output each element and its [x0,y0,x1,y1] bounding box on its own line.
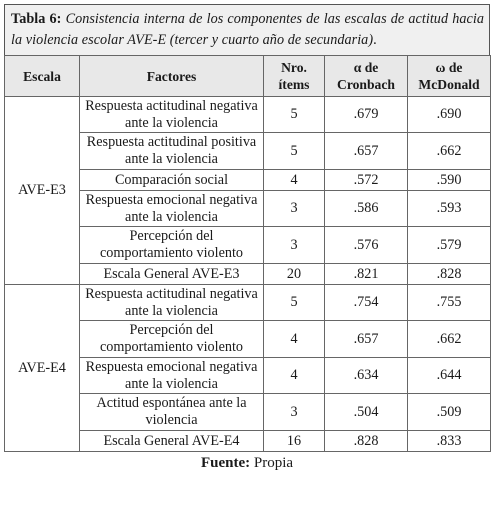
alpha-cell: .634 [325,358,408,394]
factor-cell: Respuesta emocional negativa ante la violencia [80,358,264,394]
header-alpha: α de Cronbach [325,56,408,97]
header-omega: ω de McDonald [408,56,491,97]
alpha-cell: .821 [325,264,408,285]
omega-cell: .593 [408,191,491,227]
factor-cell: Escala General AVE-E3 [80,264,264,285]
alpha-cell: .576 [325,227,408,264]
omega-cell: .662 [408,133,491,170]
items-cell: 5 [264,133,325,170]
alpha-cell: .586 [325,191,408,227]
omega-cell: .590 [408,170,491,191]
factor-cell: Percepción del comportamiento violento [80,321,264,358]
source-label: Fuente: [200,455,251,471]
table-row [5,97,491,133]
items-cell: 4 [264,321,325,358]
omega-cell: .690 [408,97,491,133]
table-figure [4,4,490,472]
reliability-table [4,55,491,452]
omega-cell: .755 [408,285,491,321]
alpha-cell: .504 [325,394,408,431]
factor-cell: Respuesta actitudinal positiva ante la violencia [80,133,264,170]
items-cell: 3 [264,394,325,431]
table-body [5,97,491,452]
source-text: Propia [253,455,294,471]
scale-name: AVE-E4 [5,285,80,452]
factor-cell: Comparación social [80,170,264,191]
table-row [5,285,491,321]
items-cell: 4 [264,358,325,394]
omega-cell: .828 [408,264,491,285]
omega-cell: .509 [408,394,491,431]
table-caption [4,4,490,55]
items-cell: 20 [264,264,325,285]
items-cell: 5 [264,97,325,133]
omega-cell: .833 [408,431,491,452]
factor-cell: Percepción del comportamiento violento [80,227,264,264]
omega-cell: .579 [408,227,491,264]
alpha-cell: .754 [325,285,408,321]
alpha-cell: .828 [325,431,408,452]
scale-name: AVE-E3 [5,97,80,285]
header-escala: Escala [5,56,80,97]
factor-cell: Respuesta actitudinal negativa ante la violencia [80,97,264,133]
omega-cell: .644 [408,358,491,394]
alpha-cell: .657 [325,133,408,170]
caption-label: Tabla 6: [11,11,62,27]
caption-text: Consistencia interna de los componentes de las escalas de actitud hacia la violencia escolar AVE-E (tercer y cuarto año de secundaria) [11,11,484,48]
omega-cell: .662 [408,321,491,358]
alpha-cell: .679 [325,97,408,133]
factor-cell: Escala General AVE-E4 [80,431,264,452]
header-factores: Factores [80,56,264,97]
items-cell: 16 [264,431,325,452]
items-cell: 3 [264,227,325,264]
items-cell: 5 [264,285,325,321]
table-source [4,455,490,472]
alpha-cell: .572 [325,170,408,191]
items-cell: 3 [264,191,325,227]
header-items: Nro. ítems [264,56,325,97]
factor-cell: Actitud espontánea ante la violencia [80,394,264,431]
factor-cell: Respuesta actitudinal negativa ante la violencia [80,285,264,321]
table-header-row [5,56,491,97]
caption-end: . [373,32,377,48]
alpha-cell: .657 [325,321,408,358]
factor-cell: Respuesta emocional negativa ante la violencia [80,191,264,227]
items-cell: 4 [264,170,325,191]
